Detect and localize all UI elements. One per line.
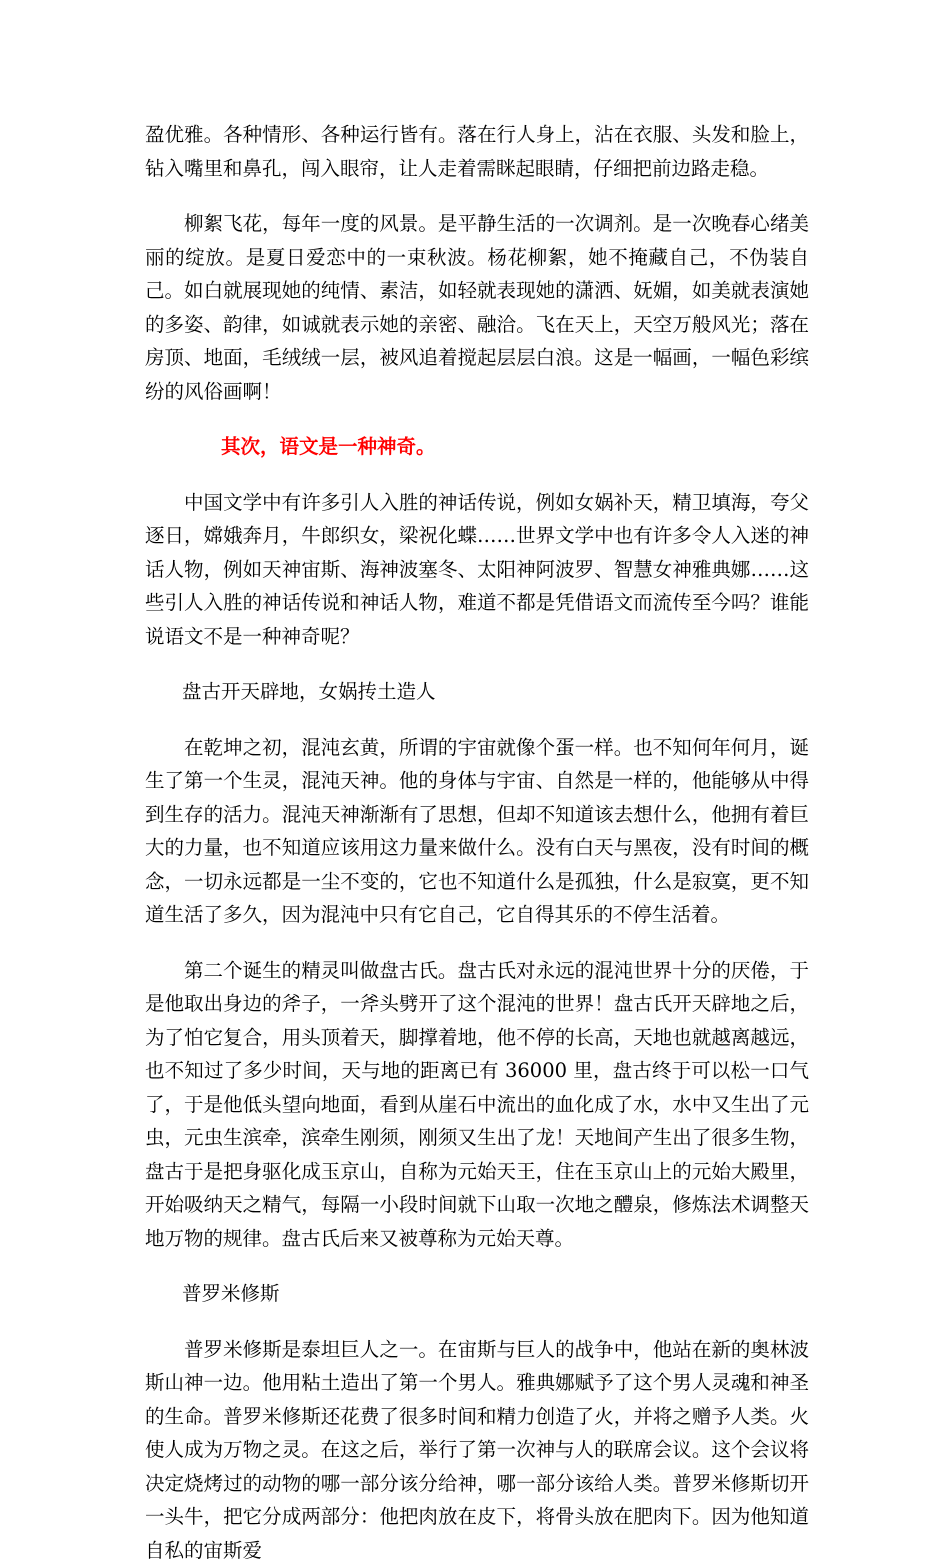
paragraph-continuation: 盈优雅。各种情形、各种运行皆有。落在行人身上，沾在衣服、头发和脸上，钻入嘴里和鼻孔，闯入眼帘，让人走着需眯起眼睛，仔细把前边路走稳。 (145, 118, 809, 185)
subtitle-prometheus: 普罗米修斯 (145, 1277, 809, 1311)
paragraph-gap (145, 464, 809, 486)
paragraph-gap (145, 932, 809, 954)
paragraph-prometheus: 普罗米修斯是泰坦巨人之一。在宙斯与巨人的战争中，他站在新的奥林波斯山神一边。他用粘土造出了第一个男人。雅典娜赋予了这个男人灵魂和神圣的生命。普罗米修斯还花费了很多时间和精力创造了火，并将之赠予人类。火使人成为万物之灵。在这之后，举行了第一次神与人的联席会议。这个会议将决定烧烤过的动物的哪一部分该分给神，哪一部分该给人类。普罗米修斯切开一头牛，把它分成两部分：他把肉放在皮下，将骨头放在肥肉下。因为他知道自私的宙斯爱 (145, 1333, 809, 1567)
document-page (145, 118, 809, 1567)
paragraph-gap (145, 408, 809, 430)
paragraph-gap (145, 1311, 809, 1333)
paragraph-mythology: 中国文学中有许多引人入胜的神话传说，例如女娲补天，精卫填海，夸父逐日，嫦娥奔月，牛郎织女，梁祝化蝶……世界文学中也有许多令人入迷的神话人物，例如天神宙斯、海神波塞冬、太阳神阿波罗、智慧女神雅典娜……这些引人入胜的神话传说和神话人物，难道不都是凭借语文而流传至今吗？谁能说语文不是一种神奇呢？ (145, 486, 809, 654)
paragraph-gap (145, 709, 809, 731)
subtitle-pangu: 盘古开天辟地，女娲抟土造人 (145, 675, 809, 709)
paragraph-gap (145, 1255, 809, 1277)
paragraph-willow-catkins: 柳絮飞花，每年一度的风景。是平静生活的一次调剂。是一次晚春心绪美丽的绽放。是夏日爱恋中的一束秋波。杨花柳絮，她不掩藏自己，不伪装自己。如白就展现她的纯情、素洁，如轻就表现她的潇洒、妩媚，如美就表演她的多姿、韵律，如诚就表示她的亲密、融洽。飞在天上，天空万般风光；落在房顶、地面，毛绒绒一层，被风追着搅起层层白浪。这是一幅画，一幅色彩缤纷的风俗画啊！ (145, 207, 809, 408)
section-heading: 其次，语文是一种神奇。 (145, 430, 809, 464)
paragraph-chaos: 在乾坤之初，混沌玄黄，所谓的宇宙就像个蛋一样。也不知何年何月，诞生了第一个生灵，混沌天神。他的身体与宇宙、自然是一样的，他能够从中得到生存的活力。混沌天神渐渐有了思想，但却不知道该去想什么，他拥有着巨大的力量，也不知道应该用这力量来做什么。没有白天与黑夜，没有时间的概念，一切永远都是一尘不变的，它也不知道什么是孤独，什么是寂寞，更不知道生活了多久，因为混沌中只有它自己，它自得其乐的不停生活着。 (145, 731, 809, 932)
paragraph-pangu: 第二个诞生的精灵叫做盘古氏。盘古氏对永远的混沌世界十分的厌倦，于是他取出身边的斧子，一斧头劈开了这个混沌的世界！盘古氏开天辟地之后，为了怕它复合，用头顶着天，脚撑着地，他不停的长高，天地也就越离越远，也不知过了多少时间，天与地的距离已有 36000 里，盘古终于可以松一口气了，于是他低头望向地面，看到从崖石中流出的血化成了水，水中又生出了元虫，元虫生滨牵，滨牵生刚须，刚须又生出了龙！天地间产生出了很多生物，盘古于是把身驱化成玉京山，自称为元始天王，住在玉京山上的元始大殿里，开始吸纳天之精气，每隔一小段时间就下山取一次地之醴泉，修炼法术调整天地万物的规律。盘古氏后来又被尊称为元始天尊。 (145, 954, 809, 1256)
paragraph-gap (145, 653, 809, 675)
paragraph-gap (145, 185, 809, 207)
